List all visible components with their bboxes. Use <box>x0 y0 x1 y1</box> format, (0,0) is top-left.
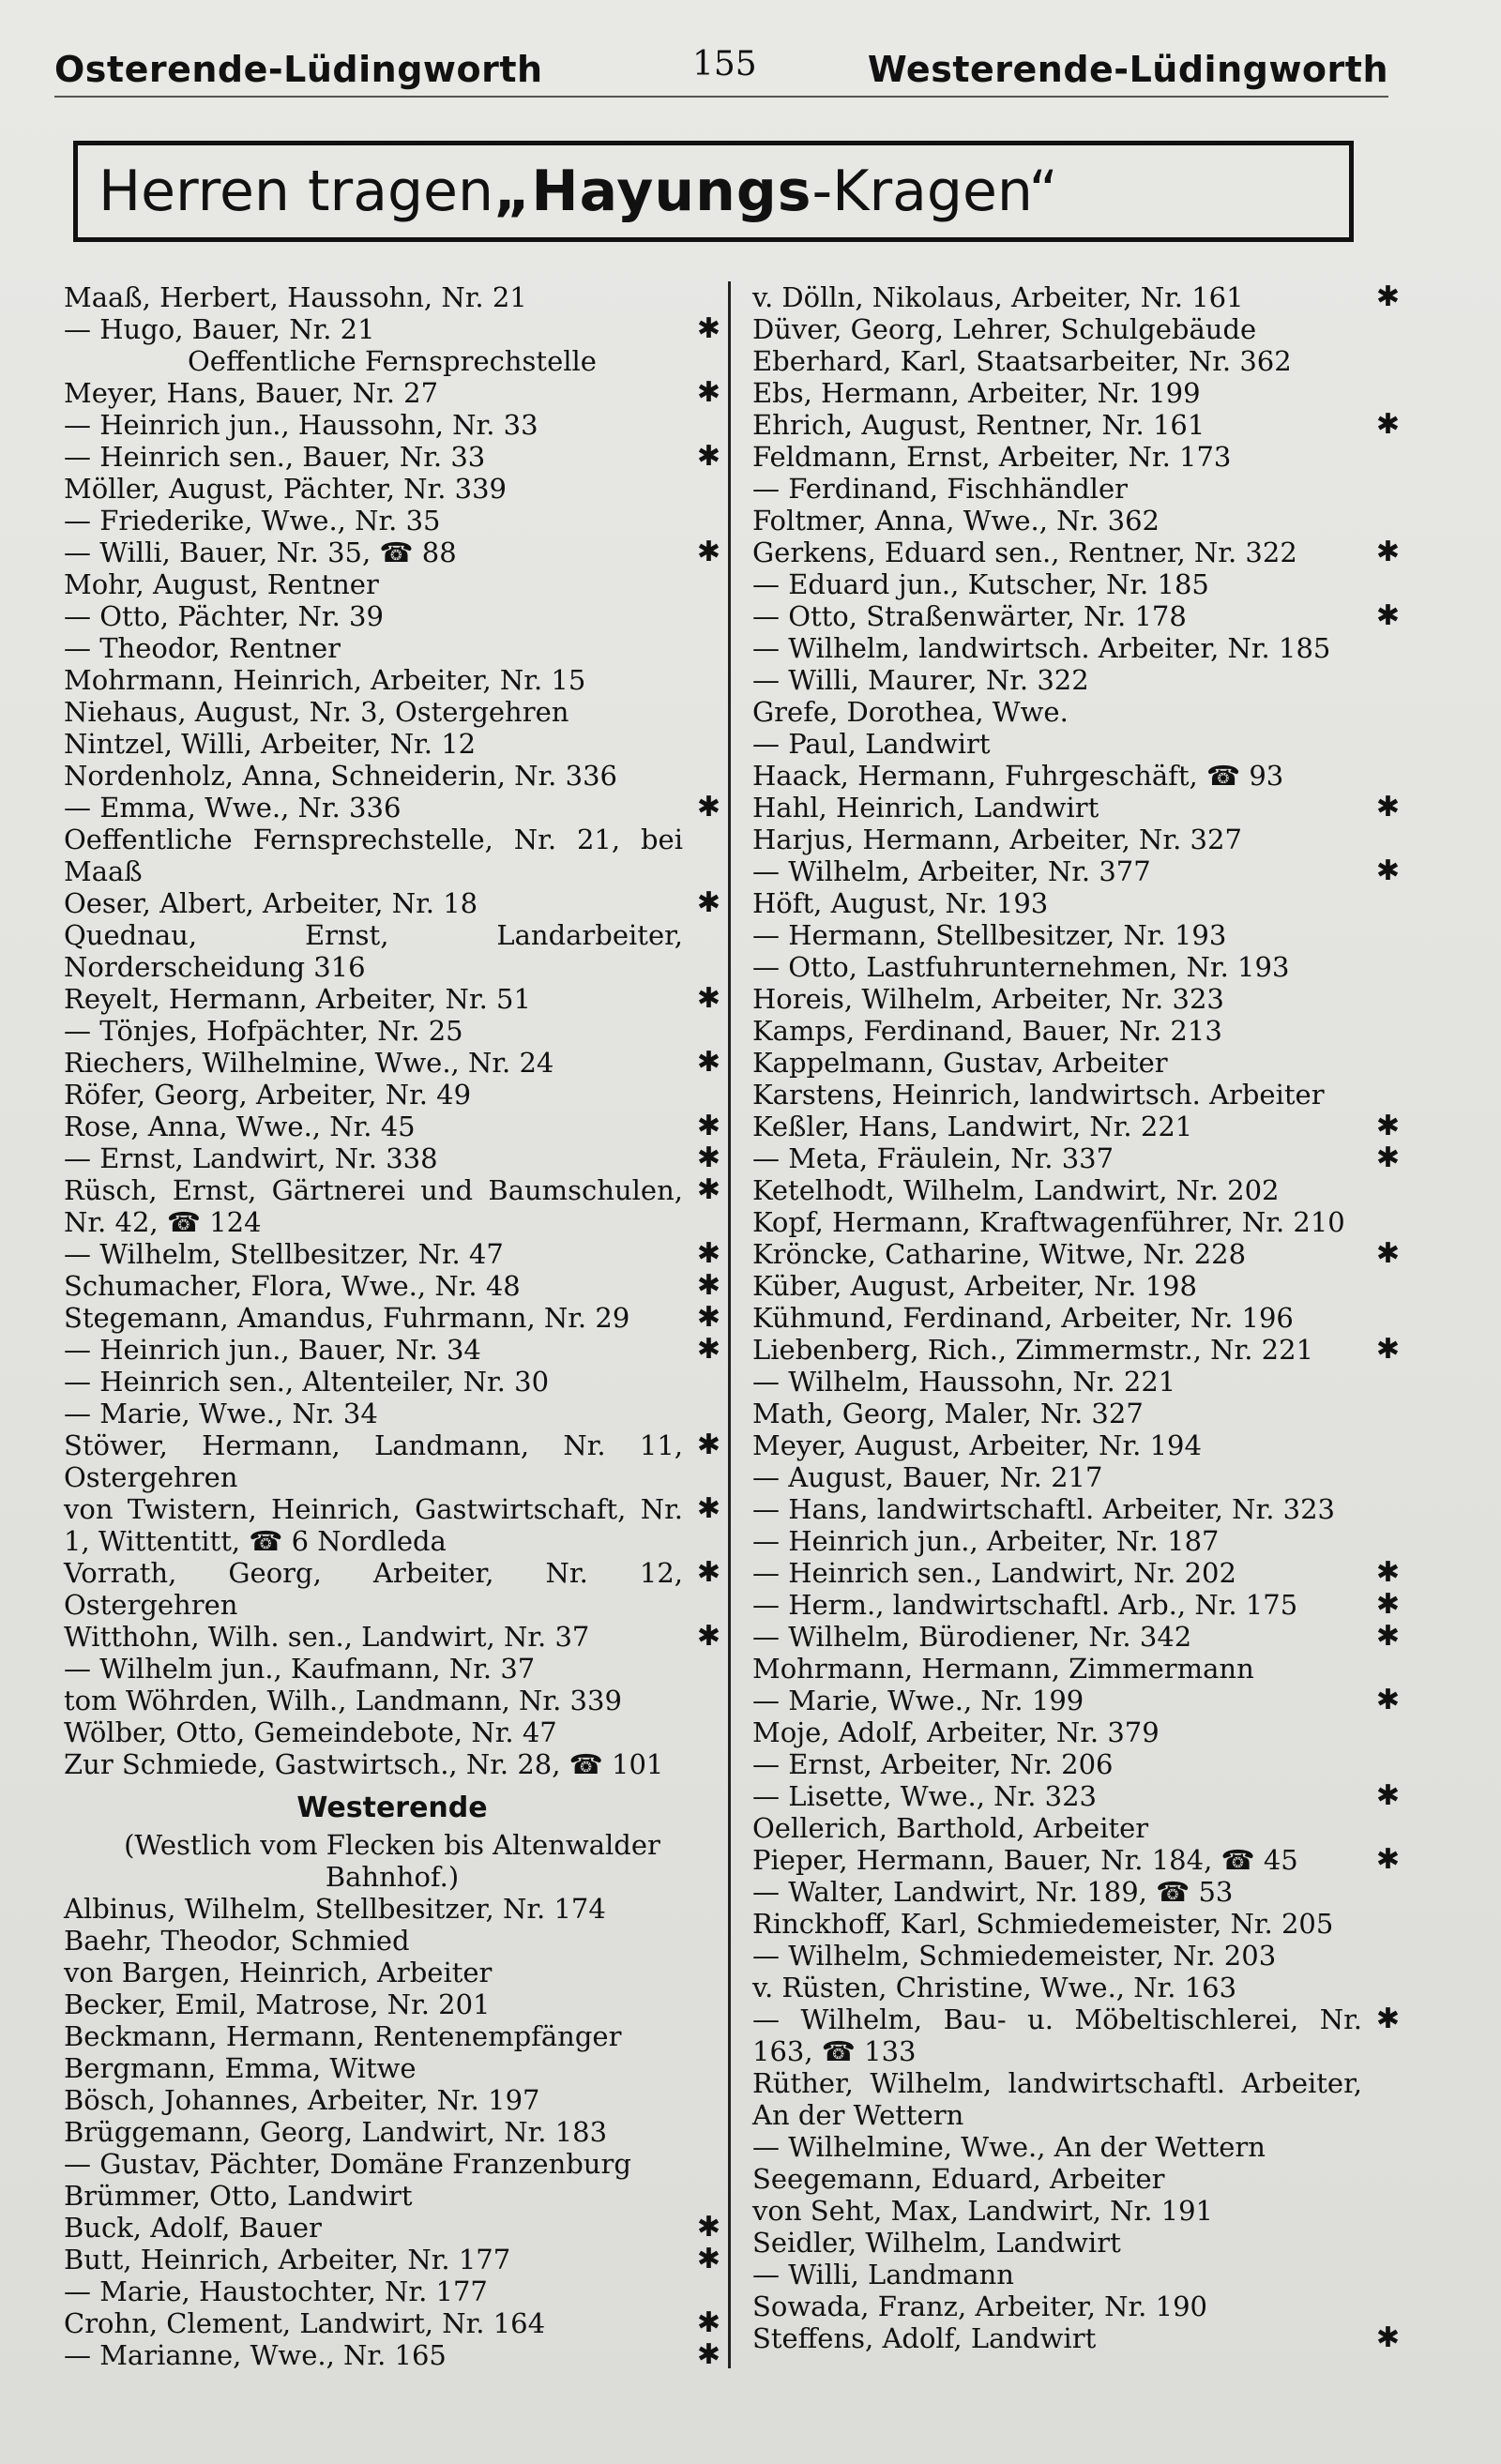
entry-text: — Heinrich jun., Bauer, Nr. 34 <box>64 1334 481 1366</box>
right-column <box>752 281 1400 2354</box>
entry-text: Steffens, Adolf, Landwirt <box>752 2322 1097 2354</box>
entry-text: v. Rüsten, Christine, Wwe., Nr. 163 <box>752 1972 1237 2003</box>
star-icon: ✱ <box>696 2338 720 2371</box>
directory-entry <box>64 377 720 409</box>
directory-entry <box>64 1047 720 1079</box>
entry-text: — Otto, Straßenwärter, Nr. 178 <box>752 600 1187 632</box>
star-icon: ✱ <box>1375 1237 1400 1270</box>
entry-text: Schumacher, Flora, Wwe., Nr. 48 <box>64 1270 521 1302</box>
entry-text: Keßler, Hans, Landwirt, Nr. 221 <box>752 1111 1193 1142</box>
entry-text: Rose, Anna, Wwe., Nr. 45 <box>64 1111 416 1142</box>
entry-text: Westerende <box>296 1791 488 1824</box>
entry-text: — Theodor, Rentner <box>64 632 341 664</box>
directory-entry <box>64 1716 720 1748</box>
header-rule <box>54 96 1388 98</box>
directory-entry <box>752 664 1400 696</box>
entry-text: Mohr, August, Rentner <box>64 568 379 600</box>
entry-text: Baehr, Theodor, Schmied <box>64 1925 410 1957</box>
star-icon: ✱ <box>696 982 720 1015</box>
directory-entry <box>64 345 720 377</box>
page-number: 155 <box>692 45 757 83</box>
directory-entry <box>752 1398 1400 1429</box>
entry-text: Harjus, Hermann, Arbeiter, Nr. 327 <box>752 824 1242 855</box>
entry-text: Ebs, Hermann, Arbeiter, Nr. 199 <box>752 377 1201 409</box>
ad-brand-name: „Hayungs <box>493 159 812 224</box>
directory-entry <box>752 1111 1400 1142</box>
directory-entry <box>64 473 720 505</box>
ad-text-prefix: Herren tragen <box>99 159 493 224</box>
directory-entry <box>752 1621 1400 1653</box>
entry-text: — Walter, Landwirt, Nr. 189, ☎ 53 <box>752 1876 1234 1908</box>
directory-entry <box>752 1142 1400 1174</box>
entry-text: Nintzel, Willi, Arbeiter, Nr. 12 <box>64 728 477 760</box>
entry-text: Ehrich, August, Rentner, Nr. 161 <box>752 409 1205 441</box>
entry-text: — Wilhelm jun., Kaufmann, Nr. 37 <box>64 1653 536 1685</box>
directory-entry <box>752 1972 1400 2003</box>
directory-entry <box>752 696 1400 728</box>
entry-text: Rinckhoff, Karl, Schmiedemeister, Nr. 205 <box>752 1908 1334 1940</box>
entry-text: Möller, August, Pächter, Nr. 339 <box>64 473 508 505</box>
directory-entry <box>64 1398 720 1429</box>
directory-entry <box>64 1334 720 1366</box>
directory-entry <box>752 1206 1400 1238</box>
entry-text: — Marianne, Wwe., Nr. 165 <box>64 2339 447 2371</box>
entry-text: — Heinrich sen., Bauer, Nr. 33 <box>64 441 486 473</box>
entry-text: — Wilhelm, Stellbesitzer, Nr. 47 <box>64 1238 504 1270</box>
directory-entry <box>752 983 1400 1015</box>
directory-entry <box>752 760 1400 792</box>
directory-entry <box>64 1893 720 1925</box>
entry-text: — Wilhelm, Schmiedemeister, Nr. 203 <box>752 1940 1277 1972</box>
star-icon: ✱ <box>1375 2321 1400 2354</box>
star-icon: ✱ <box>696 376 720 409</box>
directory-entry <box>64 1621 720 1653</box>
directory-entry <box>64 1988 720 2020</box>
directory-entry <box>64 1829 720 1893</box>
directory-entry <box>64 1174 720 1238</box>
entry-text: v. Dölln, Nikolaus, Arbeiter, Nr. 161 <box>752 281 1244 313</box>
entry-text: — Marie, Haustochter, Nr. 177 <box>64 2275 488 2307</box>
entry-text: Gerkens, Eduard sen., Rentner, Nr. 322 <box>752 537 1297 568</box>
star-icon: ✱ <box>696 1046 720 1079</box>
entry-text: Stegemann, Amandus, Fuhrmann, Nr. 29 <box>64 1302 630 1334</box>
entry-text: — Wilhelm, Bürodiener, Nr. 342 <box>752 1621 1192 1653</box>
directory-entry <box>64 887 720 919</box>
entry-text: Oeffentliche Fernsprechstelle, Nr. 21, bei Maaß <box>64 824 683 887</box>
directory-entry <box>752 1653 1400 1685</box>
entry-text: — Hans, landwirtschaftl. Arbeiter, Nr. 323 <box>752 1493 1335 1525</box>
star-icon: ✱ <box>1375 280 1400 313</box>
entry-text: Rüsch, Ernst, Gärtnerei und Baumschulen, Nr. 42, ☎ 124 <box>64 1174 683 1238</box>
star-icon: ✱ <box>1375 536 1400 568</box>
star-icon: ✱ <box>696 440 720 473</box>
directory-entry <box>64 568 720 600</box>
entry-text: Stöwer, Hermann, Landmann, Nr. 11, Ostergehren <box>64 1429 683 1493</box>
entry-text: — Emma, Wwe., Nr. 336 <box>64 792 402 824</box>
running-head-right: Westerende-Lüdingworth <box>867 49 1388 90</box>
directory-entry <box>64 1302 720 1334</box>
entry-text: Foltmer, Anna, Wwe., Nr. 362 <box>752 505 1160 537</box>
entry-text: — Marie, Wwe., Nr. 199 <box>752 1685 1084 1716</box>
directory-entry <box>752 1015 1400 1047</box>
directory-entry <box>64 1653 720 1685</box>
entry-text: Rüther, Wilhelm, landwirtschaftl. Arbeiter, An der Wettern <box>752 2067 1362 2131</box>
directory-entry <box>752 1908 1400 1940</box>
directory-entry <box>64 1079 720 1111</box>
section-heading <box>64 1788 720 1829</box>
entry-text: — Otto, Lastfuhrunternehmen, Nr. 193 <box>752 951 1290 983</box>
directory-entry <box>64 1238 720 1270</box>
entry-text: Seidler, Wilhelm, Landwirt <box>752 2227 1121 2259</box>
entry-text: — Ernst, Landwirt, Nr. 338 <box>64 1142 438 1174</box>
directory-entry <box>752 632 1400 664</box>
directory-entry <box>64 1111 720 1142</box>
entry-text: — Ferdinand, Fischhändler <box>752 473 1128 505</box>
directory-entry <box>752 1334 1400 1366</box>
directory-entry <box>752 473 1400 505</box>
entry-text: Ketelhodt, Wilhelm, Landwirt, Nr. 202 <box>752 1174 1280 1206</box>
directory-entry <box>752 1844 1400 1876</box>
star-icon: ✱ <box>696 1301 720 1334</box>
star-icon: ✱ <box>696 1556 720 1589</box>
directory-entry <box>752 792 1400 824</box>
star-icon: ✱ <box>696 1620 720 1653</box>
entry-text: — Gustav, Pächter, Domäne Franzenburg <box>64 2148 631 2180</box>
directory-entry <box>752 313 1400 345</box>
directory-entry <box>752 1557 1400 1589</box>
directory-entry <box>752 2259 1400 2290</box>
directory-entry <box>752 824 1400 855</box>
entry-text: — Marie, Wwe., Nr. 34 <box>64 1398 378 1429</box>
directory-entry <box>752 2290 1400 2322</box>
star-icon: ✱ <box>696 1141 720 1174</box>
entry-text: Höft, August, Nr. 193 <box>752 887 1049 919</box>
entry-text: — Ernst, Arbeiter, Nr. 206 <box>752 1748 1114 1780</box>
entry-text: Düver, Georg, Lehrer, Schulgebäude <box>752 313 1257 345</box>
entry-text: — Heinrich jun., Arbeiter, Nr. 187 <box>752 1525 1220 1557</box>
entry-text: — Friederike, Wwe., Nr. 35 <box>64 505 441 537</box>
entry-text: Röfer, Georg, Arbeiter, Nr. 49 <box>64 1079 472 1111</box>
directory-entry <box>752 1876 1400 1908</box>
directory-entry <box>64 983 720 1015</box>
star-icon: ✱ <box>696 2306 720 2339</box>
entry-text: Kappelmann, Gustav, Arbeiter <box>752 1047 1168 1079</box>
directory-entry <box>752 919 1400 951</box>
directory-entry <box>64 2307 720 2339</box>
entry-text: Kamps, Ferdinand, Bauer, Nr. 213 <box>752 1015 1222 1047</box>
entry-text: — Wilhelm, Arbeiter, Nr. 377 <box>752 855 1151 887</box>
star-icon: ✱ <box>696 2243 720 2275</box>
entry-text: — Wilhelm, Haussohn, Nr. 221 <box>752 1366 1176 1398</box>
directory-entry <box>64 2275 720 2307</box>
ad-text-suffix: -Kragen“ <box>811 159 1058 224</box>
directory-entry <box>752 1174 1400 1206</box>
directory-entry <box>64 919 720 983</box>
entry-text: Albinus, Wilhelm, Stellbesitzer, Nr. 174 <box>64 1893 606 1925</box>
entry-text: Crohn, Clement, Landwirt, Nr. 164 <box>64 2307 546 2339</box>
entry-text: Bösch, Johannes, Arbeiter, Nr. 197 <box>64 2084 540 2116</box>
directory-entry <box>64 409 720 441</box>
star-icon: ✱ <box>1375 854 1400 887</box>
directory-entry <box>752 441 1400 473</box>
directory-entry <box>64 632 720 664</box>
entry-text: Liebenberg, Rich., Zimmermstr., Nr. 221 <box>752 1334 1314 1366</box>
directory-entry <box>64 600 720 632</box>
directory-entry <box>64 728 720 760</box>
entry-text: Hahl, Heinrich, Landwirt <box>752 792 1099 824</box>
entry-text: — Hermann, Stellbesitzer, Nr. 193 <box>752 919 1227 951</box>
star-icon: ✱ <box>1375 599 1400 632</box>
star-icon: ✱ <box>696 1173 720 1206</box>
directory-entry <box>64 2244 720 2275</box>
directory-entry <box>752 537 1400 568</box>
directory-entry <box>752 1302 1400 1334</box>
directory-entry <box>752 1685 1400 1716</box>
star-icon: ✱ <box>1375 2003 1400 2035</box>
entry-text: — Heinrich sen., Landwirt, Nr. 202 <box>752 1557 1236 1589</box>
entry-text: Zur Schmiede, Gastwirtsch., Nr. 28, ☎ 101 <box>64 1748 664 1780</box>
entry-text: — Willi, Landmann <box>752 2259 1014 2290</box>
entry-text: — Herm., landwirtschaftl. Arb., Nr. 175 <box>752 1589 1298 1621</box>
entry-text: Meyer, Hans, Bauer, Nr. 27 <box>64 377 439 409</box>
directory-entry <box>64 281 720 313</box>
entry-text: Oellerich, Barthold, Arbeiter <box>752 1812 1149 1844</box>
star-icon: ✱ <box>1375 1843 1400 1876</box>
running-head-left: Osterende-Lüdingworth <box>54 49 543 90</box>
directory-entry <box>64 537 720 568</box>
entry-text: Buck, Adolf, Bauer <box>64 2212 322 2244</box>
directory-entry <box>64 1925 720 1957</box>
directory-entry <box>64 2180 720 2212</box>
entry-text: Oeser, Albert, Arbeiter, Nr. 18 <box>64 887 478 919</box>
entry-text: Kopf, Hermann, Kraftwagenführer, Nr. 210 <box>752 1206 1345 1238</box>
entry-text: Math, Georg, Maler, Nr. 327 <box>752 1398 1144 1429</box>
entry-text: — Wilhelmine, Wwe., An der Wettern <box>752 2131 1266 2163</box>
entry-text: tom Wöhrden, Wilh., Landmann, Nr. 339 <box>64 1685 622 1716</box>
star-icon: ✱ <box>696 536 720 568</box>
entry-text: von Bargen, Heinrich, Arbeiter <box>64 1957 493 1988</box>
directory-entry <box>64 1015 720 1047</box>
entry-text: — Wilhelm, Bau- u. Möbeltischlerei, Nr. 163, ☎ 133 <box>752 2003 1362 2067</box>
entry-text: Brümmer, Otto, Landwirt <box>64 2180 413 2212</box>
entry-text: Brüggemann, Georg, Landwirt, Nr. 183 <box>64 2116 608 2148</box>
directory-entry <box>64 824 720 887</box>
directory-entry <box>64 441 720 473</box>
star-icon: ✱ <box>696 1492 720 1525</box>
entry-text: — Otto, Pächter, Nr. 39 <box>64 600 384 632</box>
directory-entry <box>64 2052 720 2084</box>
directory-entry <box>64 1493 720 1557</box>
directory-entry <box>64 2020 720 2052</box>
star-icon: ✱ <box>1375 1779 1400 1812</box>
entry-text: — Heinrich sen., Altenteiler, Nr. 30 <box>64 1366 550 1398</box>
directory-entry <box>752 377 1400 409</box>
entry-text: Sowada, Franz, Arbeiter, Nr. 190 <box>752 2290 1207 2322</box>
entry-text: Feldmann, Ernst, Arbeiter, Nr. 173 <box>752 441 1232 473</box>
entry-text: Butt, Heinrich, Arbeiter, Nr. 177 <box>64 2244 511 2275</box>
directory-entry <box>752 1429 1400 1461</box>
entry-text: Mohrmann, Hermann, Zimmermann <box>752 1653 1254 1685</box>
entry-text: Vorrath, Georg, Arbeiter, Nr. 12, Ostergehren <box>64 1557 683 1621</box>
star-icon: ✱ <box>1375 1333 1400 1366</box>
directory-entry <box>752 1461 1400 1493</box>
directory-entry <box>752 2322 1400 2354</box>
directory-entry <box>64 1748 720 1780</box>
entry-text: — Meta, Fräulein, Nr. 337 <box>752 1142 1114 1174</box>
entry-text: von Twistern, Heinrich, Gastwirtschaft, Nr. 1, Wittentitt, ☎ 6 Nordleda <box>64 1493 683 1557</box>
star-icon: ✱ <box>696 1237 720 1270</box>
entry-text: Riechers, Wilhelmine, Wwe., Nr. 24 <box>64 1047 554 1079</box>
directory-entry <box>64 1685 720 1716</box>
star-icon: ✱ <box>1375 408 1400 441</box>
star-icon: ✱ <box>1375 791 1400 824</box>
entry-text: — Wilhelm, landwirtsch. Arbeiter, Nr. 185 <box>752 632 1331 664</box>
directory-entry <box>752 2003 1400 2067</box>
entry-text: Witthohn, Wilh. sen., Landwirt, Nr. 37 <box>64 1621 590 1653</box>
directory-entry <box>752 2163 1400 2195</box>
star-icon: ✱ <box>696 2211 720 2244</box>
entry-text: Moje, Adolf, Arbeiter, Nr. 379 <box>752 1716 1160 1748</box>
directory-entry <box>64 1429 720 1493</box>
directory-entry <box>64 792 720 824</box>
directory-entry <box>752 1748 1400 1780</box>
directory-entry <box>752 568 1400 600</box>
directory-entry <box>752 1716 1400 1748</box>
directory-entry <box>64 1557 720 1621</box>
entry-text: — Eduard jun., Kutscher, Nr. 185 <box>752 568 1209 600</box>
star-icon: ✱ <box>1375 1588 1400 1621</box>
column-divider <box>728 281 731 2368</box>
directory-entry <box>64 664 720 696</box>
directory-entry <box>752 345 1400 377</box>
entry-text: Beckmann, Hermann, Rentenempfänger <box>64 2020 622 2052</box>
directory-entry <box>752 1238 1400 1270</box>
entry-text: Haack, Hermann, Fuhrgeschäft, ☎ 93 <box>752 760 1284 792</box>
directory-entry <box>752 281 1400 313</box>
directory-entry <box>64 2084 720 2116</box>
directory-entry <box>752 2195 1400 2227</box>
directory-entry <box>752 1780 1400 1812</box>
directory-entry <box>752 855 1400 887</box>
star-icon: ✱ <box>696 1110 720 1142</box>
directory-entry <box>752 1270 1400 1302</box>
entry-text: — Hugo, Bauer, Nr. 21 <box>64 313 375 345</box>
star-icon: ✱ <box>696 1333 720 1366</box>
directory-entry <box>752 1812 1400 1844</box>
directory-entry <box>64 2116 720 2148</box>
star-icon: ✱ <box>696 791 720 824</box>
left-column <box>64 281 720 2371</box>
directory-entry <box>752 2131 1400 2163</box>
directory-entry <box>752 1940 1400 1972</box>
entry-text: Seegemann, Eduard, Arbeiter <box>752 2163 1165 2195</box>
star-icon: ✱ <box>696 312 720 345</box>
star-icon: ✱ <box>1375 1141 1400 1174</box>
directory-entry <box>64 760 720 792</box>
directory-entry <box>752 1079 1400 1111</box>
star-icon: ✱ <box>696 1429 720 1461</box>
directory-entry <box>752 1589 1400 1621</box>
entry-text: Mohrmann, Heinrich, Arbeiter, Nr. 15 <box>64 664 586 696</box>
directory-entry <box>752 951 1400 983</box>
entry-text: Küber, August, Arbeiter, Nr. 198 <box>752 1270 1197 1302</box>
advertisement-banner <box>73 141 1354 242</box>
directory-entry <box>752 2067 1400 2131</box>
directory-entry <box>64 1270 720 1302</box>
entry-text: Oeffentliche Fernsprechstelle <box>188 345 597 377</box>
directory-entry <box>752 1366 1400 1398</box>
entry-text: Nordenholz, Anna, Schneiderin, Nr. 336 <box>64 760 617 792</box>
entry-text: — Willi, Maurer, Nr. 322 <box>752 664 1089 696</box>
entry-text: — Willi, Bauer, Nr. 35, ☎ 88 <box>64 537 457 568</box>
directory-entry <box>752 728 1400 760</box>
directory-entry <box>752 505 1400 537</box>
directory-entry <box>64 2339 720 2371</box>
star-icon: ✱ <box>1375 1684 1400 1716</box>
running-head <box>54 36 1388 101</box>
star-icon: ✱ <box>1375 1620 1400 1653</box>
entry-text: — August, Bauer, Nr. 217 <box>752 1461 1103 1493</box>
entry-text: von Seht, Max, Landwirt, Nr. 191 <box>752 2195 1213 2227</box>
star-icon: ✱ <box>696 1269 720 1302</box>
star-icon: ✱ <box>1375 1556 1400 1589</box>
entry-text: Reyelt, Hermann, Arbeiter, Nr. 51 <box>64 983 531 1015</box>
directory-entry <box>64 505 720 537</box>
entry-text: Maaß, Herbert, Haussohn, Nr. 21 <box>64 281 527 313</box>
star-icon: ✱ <box>696 886 720 919</box>
directory-entry <box>64 2212 720 2244</box>
directory-entry <box>64 696 720 728</box>
directory-entry <box>752 1493 1400 1525</box>
directory-entry <box>752 2227 1400 2259</box>
entry-text: Niehaus, August, Nr. 3, Ostergehren <box>64 696 569 728</box>
directory-entry <box>752 600 1400 632</box>
directory-entry <box>64 2148 720 2180</box>
entry-text: Becker, Emil, Matrose, Nr. 201 <box>64 1988 491 2020</box>
directory-entry <box>64 1366 720 1398</box>
entry-text: Horeis, Wilhelm, Arbeiter, Nr. 323 <box>752 983 1224 1015</box>
directory-entry <box>64 313 720 345</box>
entry-text: Wölber, Otto, Gemeindebote, Nr. 47 <box>64 1716 557 1748</box>
entry-text: — Heinrich jun., Haussohn, Nr. 33 <box>64 409 538 441</box>
entry-text: Kühmund, Ferdinand, Arbeiter, Nr. 196 <box>752 1302 1294 1334</box>
directory-entry <box>64 1957 720 1988</box>
entry-text: — Tönjes, Hofpächter, Nr. 25 <box>64 1015 463 1047</box>
entry-text: Grefe, Dorothea, Wwe. <box>752 696 1069 728</box>
directory-entry <box>752 409 1400 441</box>
directory-entry <box>64 1142 720 1174</box>
entry-text: Eberhard, Karl, Staatsarbeiter, Nr. 362 <box>752 345 1292 377</box>
entry-text: Karstens, Heinrich, landwirtsch. Arbeiter <box>752 1079 1325 1111</box>
directory-entry <box>752 1525 1400 1557</box>
star-icon: ✱ <box>1375 1110 1400 1142</box>
entry-text: Meyer, August, Arbeiter, Nr. 194 <box>752 1429 1202 1461</box>
entry-text: — Paul, Landwirt <box>752 728 991 760</box>
entry-text: Kröncke, Catharine, Witwe, Nr. 228 <box>752 1238 1247 1270</box>
entry-text: Quednau, Ernst, Landarbeiter, Norderscheidung 316 <box>64 919 683 983</box>
directory-entry <box>752 887 1400 919</box>
directory-entry <box>752 1047 1400 1079</box>
entry-text: Bergmann, Emma, Witwe <box>64 2052 417 2084</box>
entry-text: (Westlich vom Flecken bis Altenwalder Bahnhof.) <box>124 1829 660 1893</box>
entry-text: — Lisette, Wwe., Nr. 323 <box>752 1780 1097 1812</box>
entry-text: Pieper, Hermann, Bauer, Nr. 184, ☎ 45 <box>752 1844 1298 1876</box>
